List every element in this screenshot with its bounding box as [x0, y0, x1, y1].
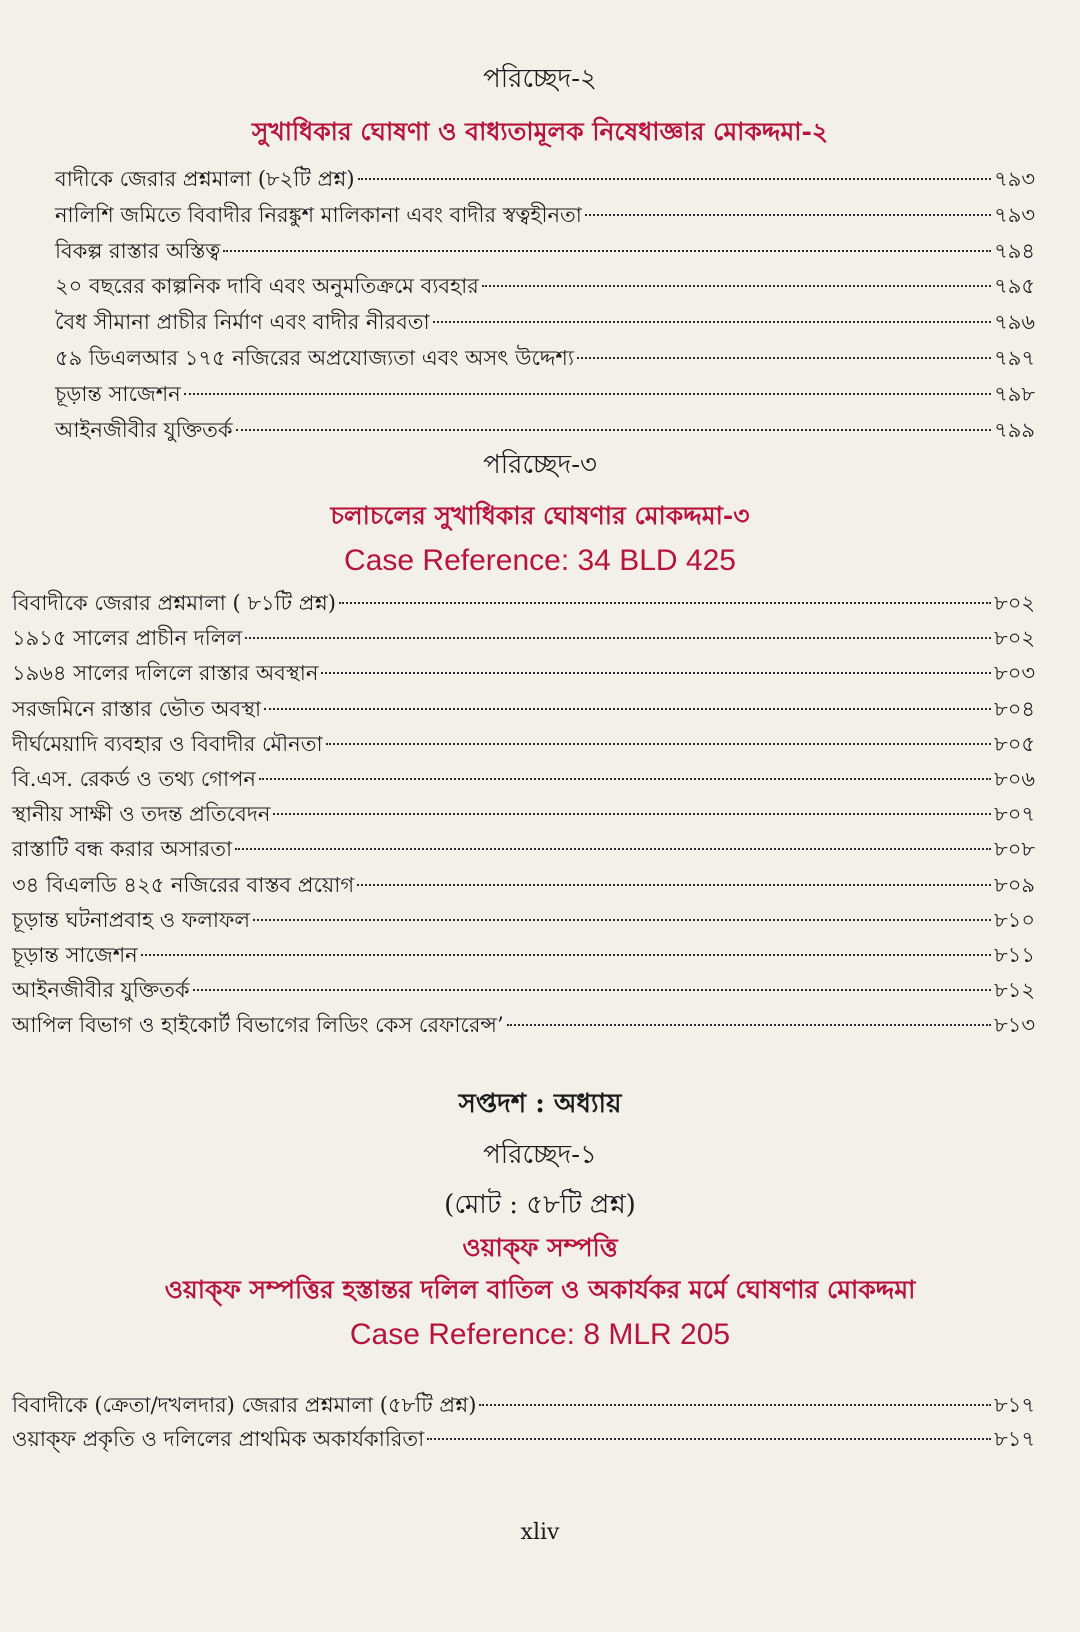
- toc-entry-page: ৭৯৫: [994, 274, 1035, 299]
- dot-leader: [245, 637, 991, 639]
- toc-entry-page: ৮১১: [994, 943, 1035, 967]
- toc-entry: [55, 164, 1035, 194]
- toc-entry-label: ১৯৬৪ সালের দলিলে রাস্তার অবস্থান: [12, 661, 319, 686]
- toc-entry: [12, 588, 1035, 618]
- toc-entry-label: নালিশি জমিতে বিবাদীর নিরঙ্কুশ মালিকানা এবং বাদীর স্বত্বহীনতা: [55, 202, 582, 227]
- dot-leader: [253, 919, 991, 921]
- toc-entry: [55, 379, 1035, 409]
- chapter-heading-2: পরিচ্ছেদ-২: [483, 64, 597, 94]
- dot-leader: [585, 214, 991, 216]
- dot-leader: [193, 989, 991, 991]
- toc-entry-label: বিকল্প রাস্তার অস্তিত্ব: [55, 238, 221, 263]
- toc-entry-page: ৮০৫: [994, 731, 1035, 756]
- toc-entry: [12, 975, 1035, 1005]
- toc-entry-label: আপিল বিভাগ ও হাইকোর্ট বিভাগের লিডিং কেস রেফারেন্স’: [12, 1013, 504, 1038]
- toc-entry: [55, 271, 1035, 301]
- case-title-waqf-deed: ওয়াক্‌ফ সম্পত্তির হস্তান্তর দলিল বাতিল ও অকার্যকর মর্মে ঘোষণার মোকদ্দমা: [164, 1275, 916, 1304]
- toc-entry-label: ১৯১৫ সালের প্রাচীন দলিল: [12, 626, 243, 651]
- dot-leader: [577, 357, 991, 359]
- toc-entry-label: বি.এস. রেকর্ড ও তথ্য গোপন: [12, 767, 256, 791]
- toc-entry-label: বিবাদীকে (ক্রেতা/দখলদার) জেরার প্রশ্নমালা (৫৮টি প্রশ্ন): [12, 1393, 477, 1417]
- toc-entry-label: চূড়ান্ত সাজেশন: [55, 381, 181, 406]
- dot-leader: [482, 285, 991, 287]
- toc-entry-page: ৮০৬: [994, 767, 1035, 791]
- question-total: (মোট : ৫৮টি প্রশ্ন): [444, 1190, 636, 1220]
- toc-entry-label: রাস্তাটি বন্ধ করার অসারতা: [12, 837, 233, 862]
- toc-entry-page: ৮০৮: [994, 837, 1035, 862]
- toc-entry-label: দীর্ঘমেয়াদি ব্যবহার ও বিবাদীর মৌনতা: [12, 731, 323, 756]
- dot-leader: [339, 602, 991, 604]
- toc-entry-page: ৭৯৪: [994, 238, 1035, 263]
- toc-entry-page: ৭৯৭: [994, 346, 1035, 370]
- toc-entry: [12, 729, 1035, 759]
- toc-entry-page: ৮১৭: [994, 1393, 1035, 1417]
- toc-entry: [12, 694, 1035, 724]
- toc-entry: [55, 200, 1035, 230]
- dot-leader: [321, 672, 991, 674]
- toc-entry-page: ৮০৯: [994, 872, 1035, 897]
- dot-leader: [479, 1404, 991, 1406]
- dot-leader: [507, 1024, 991, 1026]
- toc-entry: [55, 307, 1035, 337]
- dot-leader: [273, 813, 991, 815]
- toc-entry-page: ৮০৭: [994, 802, 1035, 827]
- case-reference-8-mlr: Case Reference: 8 MLR 205: [349, 1318, 731, 1351]
- dot-leader: [223, 250, 991, 252]
- dot-leader: [259, 778, 991, 780]
- toc-entry: [12, 799, 1035, 829]
- dot-leader: [235, 848, 991, 850]
- toc-entry-label: ৫৯ ডিএলআর ১৭৫ নজিরের অপ্রযোজ্যতা এবং অসৎ উদ্দেশ্য: [55, 346, 574, 370]
- toc-entry-label: বাদীকে জেরার প্রশ্নমালা (৮২টি প্রশ্ন): [55, 167, 355, 191]
- toc-entry-page: ৭৯৩: [994, 167, 1035, 191]
- dot-leader: [141, 954, 991, 956]
- toc-entry-label: ২০ বছরের কাল্পনিক দাবি এবং অনুমতিক্রমে ব্যবহার: [55, 274, 479, 299]
- toc-entry-page: ৮১৭: [994, 1427, 1035, 1451]
- subject-waqf-property: ওয়াক্‌ফ সম্পত্তি: [462, 1233, 618, 1262]
- dot-leader: [358, 178, 992, 180]
- toc-entry-page: ৮০২: [994, 626, 1035, 651]
- toc-entry-page: ৮১৩: [994, 1013, 1035, 1038]
- dot-leader: [236, 429, 991, 431]
- toc-entry-label: চূড়ান্ত সাজেশন: [12, 943, 138, 967]
- toc-entry-page: ৮০৩: [994, 661, 1035, 686]
- toc-entry: [12, 658, 1035, 688]
- chapter-heading-3: পরিচ্ছেদ-৩: [483, 450, 597, 480]
- toc-entry: [55, 343, 1035, 373]
- toc-entry-label: ওয়াক্‌ফ প্রকৃতি ও দলিলের প্রাথমিক অকার্যকারিতা: [12, 1427, 425, 1451]
- toc-entry-label: আইনজীবীর যুক্তিতর্ক: [12, 978, 190, 1003]
- chapter-heading-1: পরিচ্ছেদ-১: [483, 1140, 597, 1170]
- case-title-easement-injunction: সুখাধিকার ঘোষণা ও বাধ্যতামূলক নিষেধাজ্ঞার মোকদ্দমা-২: [251, 117, 829, 146]
- toc-entry: [12, 764, 1035, 794]
- toc-entry: [55, 415, 1035, 445]
- section-heading-17: সপ্তদশ : অধ্যায়: [458, 1089, 622, 1119]
- case-title-right-of-way: চলাচলের সুখাধিকার ঘোষণার মোকদ্দমা-৩: [330, 501, 750, 530]
- toc-entry: [12, 905, 1035, 935]
- toc-entry-page: ৮০২: [994, 591, 1035, 615]
- toc-entry-page: ৮০৪: [994, 696, 1035, 721]
- toc-entry-page: ৭৯৬: [994, 310, 1035, 335]
- dot-leader: [184, 393, 991, 395]
- toc-entry: [12, 1390, 1035, 1420]
- dot-leader: [326, 743, 992, 745]
- dot-leader: [433, 321, 991, 323]
- toc-entry-label: আইনজীবীর যুক্তিতর্ক: [55, 417, 233, 442]
- toc-entry-page: ৭৯৯: [994, 417, 1035, 442]
- toc-entry: [55, 236, 1035, 266]
- dot-leader: [427, 1438, 991, 1440]
- page-number-footer: xliv: [520, 1520, 560, 1545]
- toc-entry-label: চূড়ান্ত ঘটনাপ্রবাহ ও ফলাফল: [12, 907, 250, 932]
- toc-entry-page: ৭৯৮: [994, 381, 1035, 406]
- toc-entry-label: ৩৪ বিএলডি ৪২৫ নজিরের বাস্তব প্রয়োগ: [12, 872, 355, 897]
- toc-entry-page: ৮১০: [994, 907, 1035, 932]
- dot-leader: [264, 708, 991, 710]
- case-reference-34-bld: Case Reference: 34 BLD 425: [344, 544, 736, 577]
- toc-entry-label: বৈধ সীমানা প্রাচীর নির্মাণ এবং বাদীর নীরবতা: [55, 310, 430, 335]
- toc-entry-label: সরজমিনে রাস্তার ভৌত অবস্থা: [12, 696, 262, 721]
- toc-entry-page: ৮১২: [994, 978, 1035, 1003]
- toc-entry: [12, 940, 1035, 970]
- toc-entry-label: স্থানীয় সাক্ষী ও তদন্ত প্রতিবেদন: [12, 802, 271, 827]
- toc-entry: [12, 1424, 1035, 1454]
- toc-entry: [12, 1010, 1035, 1040]
- toc-entry-label: বিবাদীকে জেরার প্রশ্নমালা ( ৮১টি প্রশ্ন): [12, 591, 336, 615]
- toc-entry: [12, 623, 1035, 653]
- toc-entry-page: ৭৯৩: [994, 202, 1035, 227]
- toc-entry: [12, 834, 1035, 864]
- dot-leader: [357, 884, 991, 886]
- toc-entry: [12, 870, 1035, 900]
